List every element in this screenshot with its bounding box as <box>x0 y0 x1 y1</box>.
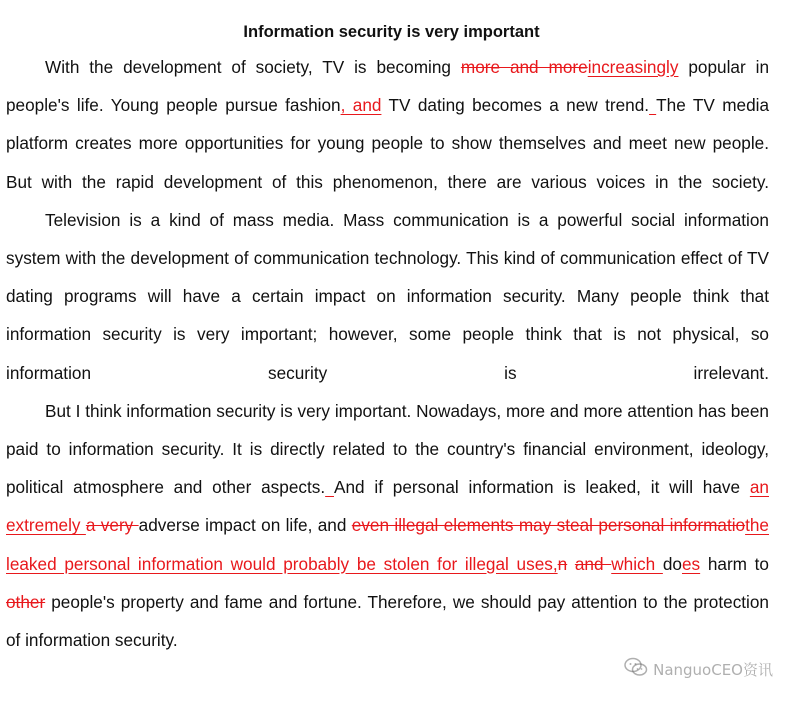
inserted-text: es <box>681 553 701 574</box>
watermark-text: NanguoCEO资讯 <box>653 660 773 679</box>
deleted-text: more and more <box>460 57 588 77</box>
text-run: harm to <box>700 553 769 574</box>
text-run: popular in people's life. Young people pursue fashion <box>6 57 770 116</box>
deleted-text: and <box>574 553 612 574</box>
watermark <box>624 657 773 681</box>
text-run: adverse impact on life, and <box>138 515 352 536</box>
deleted-text: n <box>557 553 568 574</box>
paragraph-1 <box>6 48 769 201</box>
inserted-text: the leaked personal information would probably be stolen for illegal uses, <box>6 515 769 574</box>
text-run: people's property and fame and fortune. Therefore, we should pay attention to the protection of information security. <box>6 591 769 651</box>
deleted-text: other <box>6 591 46 612</box>
inserted-text: which <box>611 553 663 574</box>
text-run <box>567 554 575 574</box>
inserted-text: an extremely <box>6 477 769 536</box>
inserted-text: , and <box>340 95 382 116</box>
text-run: But I think information security is very important. Nowadays, more and more attention has been paid to information security. It is directly related to the country's financial environment, ideology, political atmosphere and other aspects. <box>6 400 769 498</box>
text-run: do <box>662 553 682 574</box>
inserted-space <box>325 477 334 497</box>
deleted-text: even illegal elements may steal personal informatio <box>351 515 746 536</box>
inserted-text: increasingly <box>587 57 679 77</box>
paragraph-3 <box>6 392 769 659</box>
wechat-icon <box>624 657 648 681</box>
text-run: And if personal information is leaked, it will have <box>334 477 750 498</box>
text-run: TV dating becomes a new trend. <box>381 95 650 116</box>
deleted-text: a very <box>85 515 139 536</box>
text-run: The TV media platform creates more opportunities for young people to show themselves and meet new people. But with the rapid development of this phenomenon, there are various voices in the society. <box>6 95 770 192</box>
document-page <box>6 18 769 659</box>
document-title: Information security is very important <box>243 23 540 41</box>
paragraph-2: Television is a kind of mass media. Mass communication is a powerful social information system with the development of communication technology. This kind of communication effect of TV dating programs will have a certain impact on information security. Many people think that information security is very important; however, some people think that is not physical, so information security is irrelevant. <box>6 209 769 383</box>
text-run: With the development of society, TV is becoming <box>45 57 461 77</box>
